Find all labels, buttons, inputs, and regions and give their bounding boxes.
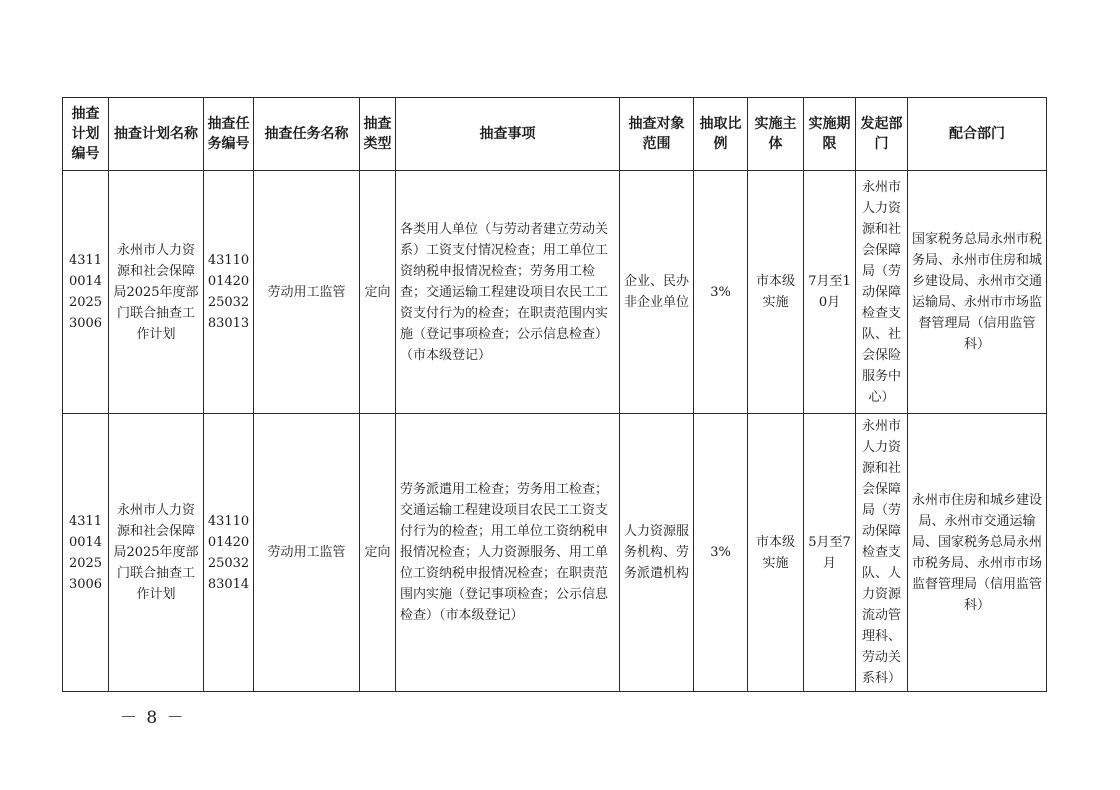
spot-check-plan-table: [62, 97, 1047, 692]
task-no-cell: 431100142025032 83014: [204, 414, 254, 692]
plan-name-cell: 永州市人力资源和社会保障局2025年度部门联合抽查工作计划: [109, 171, 204, 414]
scope-cell: 企业、民办非企业单位: [620, 171, 694, 414]
header-plan-name: 抽查计划名称: [109, 98, 204, 171]
task-name-cell: 劳动用工监管: [254, 414, 360, 692]
table-row: [63, 414, 1047, 692]
plan-name-cell: 永州市人力资源和社会保障局2025年度部门联合抽查工作计划: [109, 414, 204, 692]
period-cell: 7月至10月: [804, 171, 856, 414]
task-no-cell: 431100142025032 83013: [204, 171, 254, 414]
cooperators-cell: 国家税务总局永州市税务局、永州市住房和城乡建设局、永州市交通运输局、永州市市场监督管理局（信用监管科）: [908, 171, 1047, 414]
header-check-items: 抽查事项: [396, 98, 620, 171]
page-number: － 8 －: [120, 708, 186, 728]
header-executor: 实施主体: [748, 98, 804, 171]
type-cell: 定向: [360, 414, 396, 692]
table-row: [63, 171, 1047, 414]
plan-no-cell: 4311001420253006: [63, 414, 109, 692]
header-cooperators: 配合部门: [908, 98, 1047, 171]
items-cell: 劳务派遣用工检查；劳务用工检查；交通运输工程建设项目农民工工资支付行为的检查；用工单位工资纳税申报情况检查；人力资源服务、用工单位工资纳税申报情况检查；在职责范围内实施（登记事项检查；公示信息检查）（市本级登记）: [396, 414, 620, 692]
items-cell: 各类用人单位（与劳动者建立劳动关系）工资支付情况检查；用工单位工资纳税申报情况检查；劳务用工检查；交通运输工程建设项目农民工工资支付行为的检查；在职责范围内实施（登记事项检查；公示信息检查）（市本级登记）: [396, 171, 620, 414]
ratio-cell: 3%: [694, 414, 748, 692]
cooperators-cell: 永州市住房和城乡建设局、永州市交通运输局、国家税务总局永州市税务局、永州市市场监督管理局（信用监管科）: [908, 414, 1047, 692]
scope-cell: 人力资源服务机构、劳务派遣机构: [620, 414, 694, 692]
header-initiator: 发起部门: [856, 98, 908, 171]
type-cell: 定向: [360, 171, 396, 414]
executor-cell: 市本级实施: [748, 414, 804, 692]
header-ratio: 抽取比例: [694, 98, 748, 171]
task-name-cell: 劳动用工监管: [254, 171, 360, 414]
period-cell: 5月至7月: [804, 414, 856, 692]
executor-cell: 市本级实施: [748, 171, 804, 414]
header-row: [63, 98, 1047, 171]
initiator-cell: 永州市人力资源和社会保障局（劳动保障检查支队、人力资源流动管理科、劳动关系科）: [856, 414, 908, 692]
header-scope: 抽查对象范围: [620, 98, 694, 171]
ratio-cell: 3%: [694, 171, 748, 414]
header-period: 实施期限: [804, 98, 856, 171]
header-plan-no: 抽查计划编号: [63, 98, 109, 171]
initiator-cell: 永州市人力资源和社会保障局（劳动保障检查支队、社会保险服务中心）: [856, 171, 908, 414]
header-task-name: 抽查任务名称: [254, 98, 360, 171]
header-check-type: 抽查类型: [360, 98, 396, 171]
plan-no-cell: 4311001420253006: [63, 171, 109, 414]
header-task-no: 抽查任务编号: [204, 98, 254, 171]
